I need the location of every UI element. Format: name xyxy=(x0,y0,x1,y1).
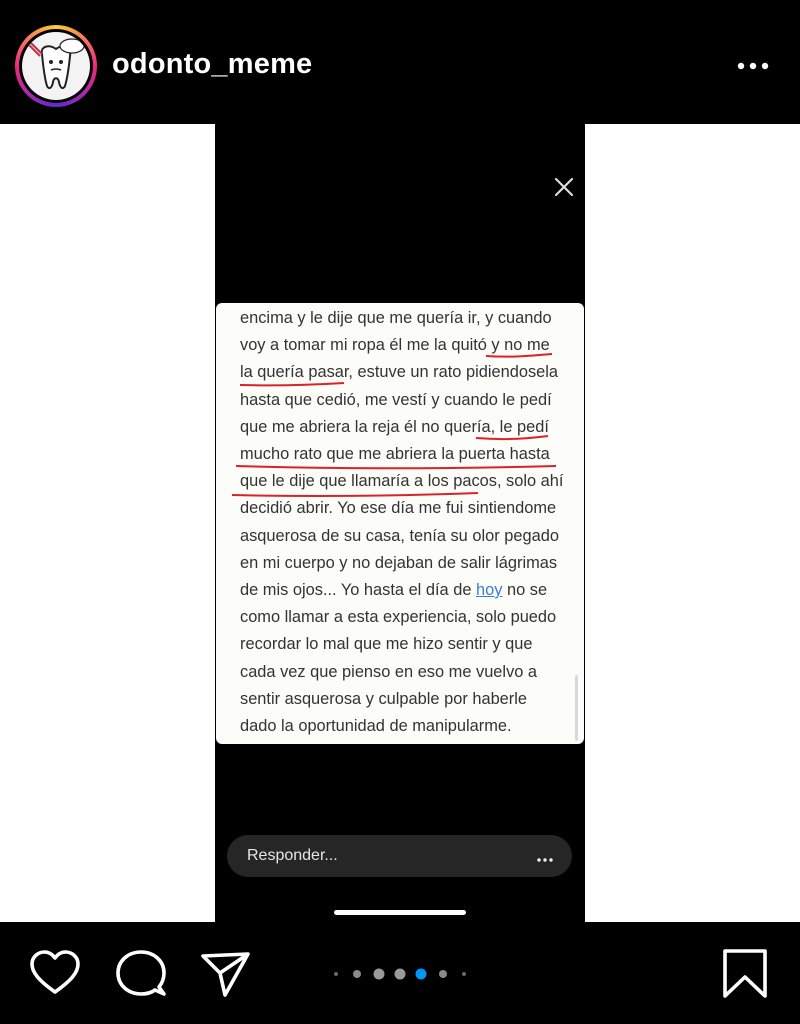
reply-input[interactable] xyxy=(227,835,572,877)
comment-icon[interactable] xyxy=(114,947,168,1001)
reply-placeholder: Responder... xyxy=(247,847,338,864)
post-actions xyxy=(0,922,800,1024)
text-card xyxy=(216,303,584,744)
avatar-border xyxy=(19,29,93,103)
text-segment: no se xyxy=(502,581,548,600)
text-line: en mi cuerpo y no dejaban de salir lágrimas xyxy=(240,553,558,572)
bookmark-icon[interactable] xyxy=(718,947,772,1001)
hoy-link[interactable]: hoy xyxy=(476,581,503,600)
carousel-dot xyxy=(439,970,447,978)
carousel-dot xyxy=(462,972,466,976)
text-line: cada vez que pienso en eso me vuelvo a xyxy=(240,662,538,681)
text-line: decidió abrir. Yo ese día me fui sintiendome xyxy=(240,499,557,518)
text-line: que le dije que llamaría a los pacos, solo ahí xyxy=(240,472,564,491)
carousel-dot xyxy=(374,969,385,980)
username[interactable]: odonto_meme xyxy=(112,48,313,80)
text-line: la quería pasar, estuve un rato pidiendosela xyxy=(240,363,559,382)
text-line-with-link xyxy=(240,577,570,604)
home-indicator xyxy=(334,910,466,915)
carousel-dot xyxy=(395,969,406,980)
close-icon[interactable] xyxy=(553,176,575,198)
carousel-dot xyxy=(353,970,361,978)
text-line: recordar lo mal que me hizo sentir y que xyxy=(240,635,533,654)
story-screenshot xyxy=(215,124,585,922)
text-segment: de mis ojos... Yo hasta el día de xyxy=(240,581,476,600)
text-line: mucho rato que me abriera la puerta hasta xyxy=(240,445,550,464)
story-text xyxy=(240,305,570,740)
avatar[interactable] xyxy=(15,25,97,107)
card-scrollbar[interactable] xyxy=(575,675,578,741)
text-line: encima y le dije que me quería ir, y cuando xyxy=(240,309,552,327)
reply-more-icon[interactable] xyxy=(536,851,554,859)
carousel-dot xyxy=(334,972,338,976)
text-line: que me abriera la reja él no quería, le pedí xyxy=(240,417,549,436)
text-line: como llamar a esta experiencia, solo puedo xyxy=(240,608,557,627)
share-icon[interactable] xyxy=(198,947,252,1001)
carousel-dot-active xyxy=(416,969,427,980)
text-line: sentir asquerosa y culpable por haberle xyxy=(240,689,528,708)
carousel-dots xyxy=(330,966,470,982)
heart-icon[interactable] xyxy=(28,947,82,1001)
tooth-avatar-icon xyxy=(22,32,90,100)
text-line: asquerosa de su casa, tenía su olor pegado xyxy=(240,526,559,545)
more-options-icon[interactable] xyxy=(735,56,771,76)
text-line: voy a tomar mi ropa él me la quitó y no me xyxy=(240,336,550,355)
text-line: hasta que cedió, me vestí y cuando le pedí xyxy=(240,390,552,409)
text-line: dado la oportunidad de manipularme. xyxy=(240,717,512,736)
post-header xyxy=(0,0,800,124)
post-media xyxy=(0,124,800,922)
